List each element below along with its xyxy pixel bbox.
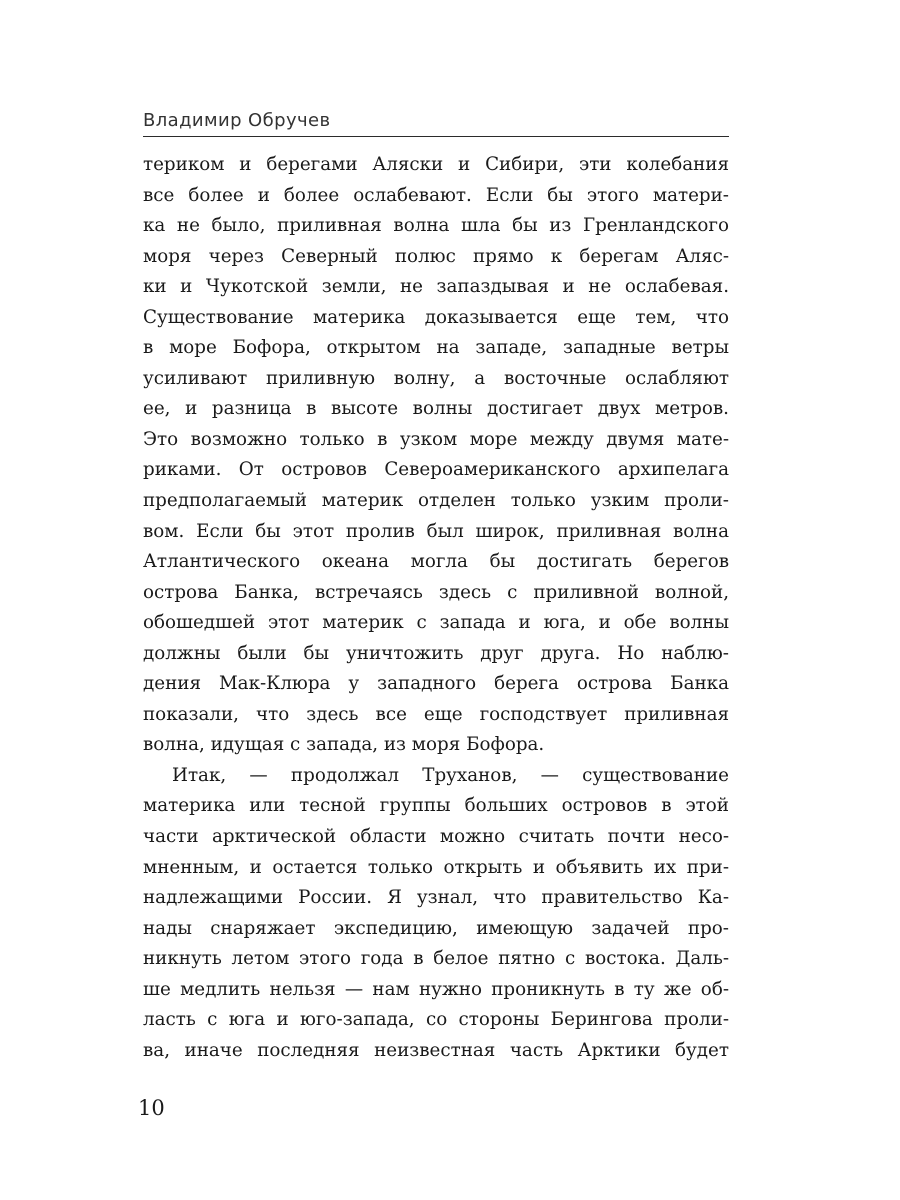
text-line: риками. От островов Североамериканского архипелага <box>143 459 729 481</box>
text-line: никнуть летом этого года в белое пятно с востока. Даль- <box>143 948 729 970</box>
text-line: Существование материка доказывается еще тем, что <box>143 306 729 328</box>
text-line: усиливают приливную волну, а восточные ослабляют <box>143 367 729 389</box>
text-line: моря через Северный полюс прямо к берегам Аляс- <box>143 245 729 267</box>
text-line: Атлантического океана могла бы достигать берегов <box>143 551 729 573</box>
text-line: острова Банка, встречаясь здесь с приливной волной, <box>143 581 729 603</box>
text-line: все более и более ослабевают. Если бы этого матери- <box>143 184 729 206</box>
author-name: Владимир Обручев <box>143 110 331 131</box>
text-line: предполагаемый материк отделен только узким проли- <box>143 490 729 512</box>
text-line: мненным, и остается только открыть и объявить их при- <box>143 856 729 878</box>
text-line: должны были бы уничтожить друг друга. Но наблю- <box>143 642 729 664</box>
text-line: дения Мак-Клюра у западного берега острова Банка <box>143 673 729 695</box>
text-line: части арктической области можно считать почти несо- <box>143 826 729 848</box>
text-line: в море Бофора, открытом на западе, западные ветры <box>143 337 729 359</box>
text-line: ка не было, приливная волна шла бы из Гренландского <box>143 215 729 237</box>
text-line: надлежащими России. Я узнал, что правительство Ка- <box>143 887 729 909</box>
text-line: материка или тесной группы больших островов в этой <box>143 795 729 817</box>
text-line: Итак, — продолжал Труханов, — существование <box>172 764 729 786</box>
body-text <box>143 150 729 1066</box>
text-line: волна, идущая с запада, из моря Бофора. <box>143 734 545 756</box>
text-line: ее, и разница в высоте волны достигает двух метров. <box>143 398 729 420</box>
text-line: ше медлить нельзя — нам нужно проникнуть в ту же об- <box>143 978 729 1000</box>
text-line: обошедшей этот материк с запада и юга, и обе волны <box>143 612 729 634</box>
text-line: ки и Чукотской земли, не запаздывая и не ослабевая. <box>143 276 729 298</box>
text-line: показали, что здесь все еще господствует приливная <box>143 703 729 725</box>
text-line: Это возможно только в узком море между двумя мате- <box>143 428 729 450</box>
page-number: 10 <box>138 1096 165 1120</box>
text-line: ва, иначе последняя неизвестная часть Арктики будет <box>143 1039 729 1061</box>
text-line: ласть с юга и юго-запада, со стороны Берингова проли- <box>143 1009 729 1031</box>
text-line: териком и берегами Аляски и Сибири, эти колебания <box>143 154 729 175</box>
running-header <box>143 108 729 137</box>
text-line: вом. Если бы этот пролив был широк, приливная волна <box>143 520 729 542</box>
text-line: нады снаряжает экспедицию, имеющую задачей про- <box>143 917 729 939</box>
